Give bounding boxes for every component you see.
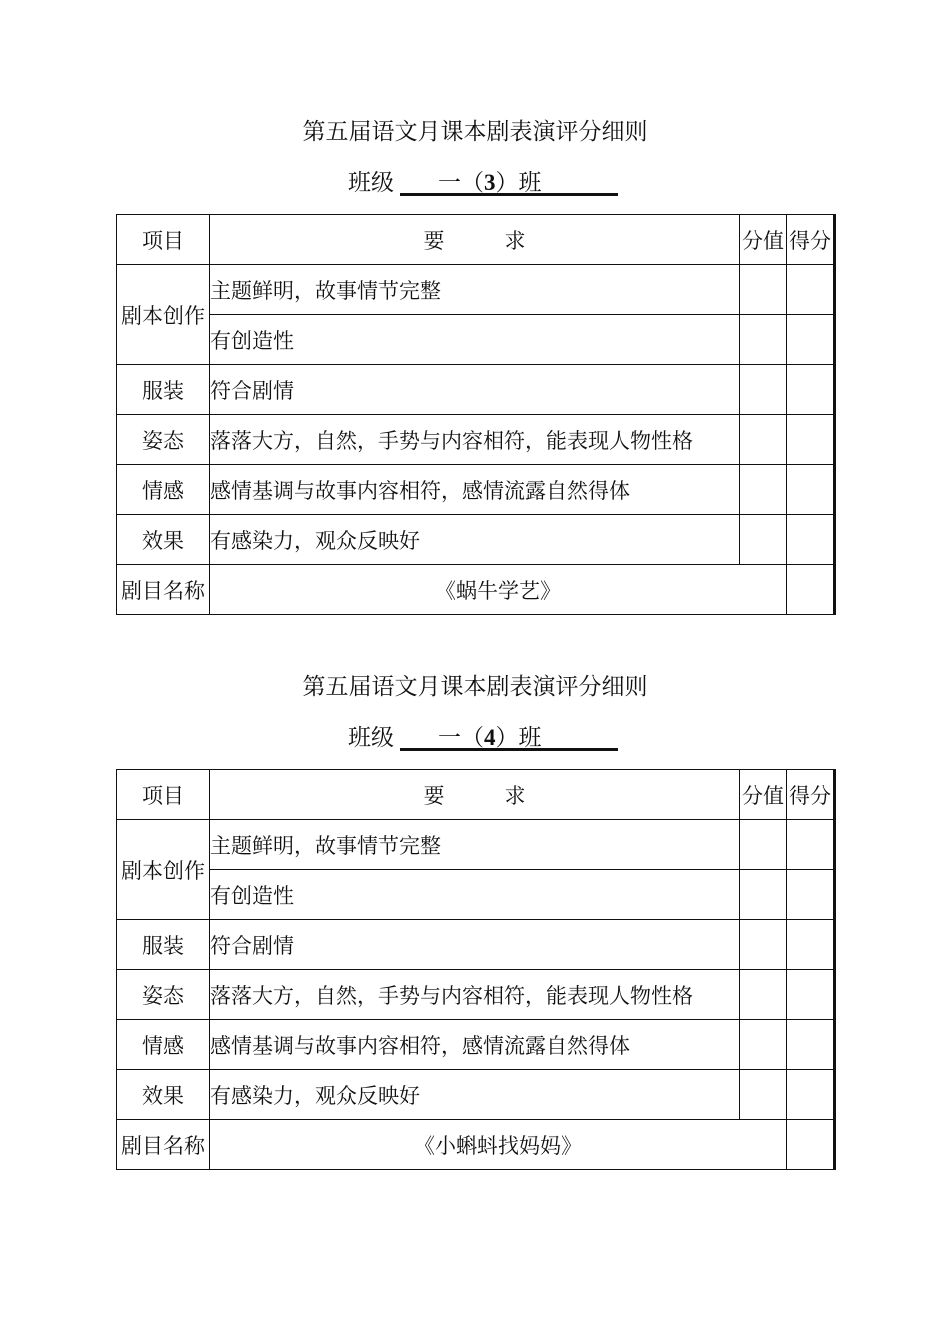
requirement-cell: 落落大方，自然，手势与内容相符，能表现人物性格 (210, 970, 740, 1020)
form-1-title: 第五届语文月课本剧表演评分细则 (302, 119, 648, 145)
requirement-cell: 有感染力，观众反映好 (210, 1070, 740, 1120)
item-cell: 姿态 (117, 970, 210, 1020)
play-label: 剧目名称 (117, 565, 210, 615)
score-cell[interactable] (787, 265, 835, 315)
requirement-cell: 符合剧情 (210, 920, 740, 970)
form-2-title: 第五届语文月课本剧表演评分细则 (302, 674, 648, 700)
play-score-cell[interactable] (787, 1120, 835, 1170)
header-score: 得分 (787, 215, 835, 265)
header-requirement: 要 求 (210, 215, 740, 265)
requirement-cell: 主题鲜明，故事情节完整 (210, 820, 740, 870)
class-field[interactable]: 一（4）班 (400, 723, 618, 751)
requirement-cell: 有创造性 (210, 315, 740, 365)
item-cell: 姿态 (117, 415, 210, 465)
points-cell[interactable] (740, 415, 787, 465)
item-cell: 情感 (117, 1020, 210, 1070)
class-label: 班级 (348, 725, 394, 751)
score-cell[interactable] (787, 515, 835, 565)
requirement-cell: 感情基调与故事内容相符，感情流露自然得体 (210, 465, 740, 515)
score-cell[interactable] (787, 415, 835, 465)
table-row (117, 970, 835, 1020)
score-cell[interactable] (787, 365, 835, 415)
form-2-score-table (116, 769, 836, 1170)
score-cell[interactable] (787, 970, 835, 1020)
points-cell[interactable] (740, 515, 787, 565)
points-cell[interactable] (740, 1070, 787, 1120)
points-cell[interactable] (740, 970, 787, 1020)
item-cell: 服装 (117, 920, 210, 970)
item-cell: 剧本创作 (117, 265, 210, 365)
item-cell: 剧本创作 (117, 820, 210, 920)
table-row (117, 415, 835, 465)
item-cell: 服装 (117, 365, 210, 415)
table-row (117, 315, 835, 365)
requirement-cell: 落落大方，自然，手势与内容相符，能表现人物性格 (210, 415, 740, 465)
form-1-class-line (0, 168, 950, 198)
table-row (117, 515, 835, 565)
header-score: 得分 (787, 770, 835, 820)
play-label: 剧目名称 (117, 1120, 210, 1170)
class-number: 4 (484, 725, 496, 750)
table-row (117, 1020, 835, 1070)
table-header-row (117, 770, 835, 820)
points-cell[interactable] (740, 315, 787, 365)
header-requirement: 要 求 (210, 770, 740, 820)
item-cell: 情感 (117, 465, 210, 515)
table-row (117, 820, 835, 870)
score-cell[interactable] (787, 315, 835, 365)
class-number: 3 (484, 170, 496, 195)
table-row (117, 265, 835, 315)
header-item: 项目 (117, 215, 210, 265)
table-row (117, 1070, 835, 1120)
play-name: 《蜗牛学艺》 (210, 565, 787, 615)
header-item: 项目 (117, 770, 210, 820)
table-row (117, 365, 835, 415)
item-cell: 效果 (117, 515, 210, 565)
requirement-cell: 感情基调与故事内容相符，感情流露自然得体 (210, 1020, 740, 1070)
play-name: 《小蝌蚪找妈妈》 (210, 1120, 787, 1170)
class-field[interactable]: 一（3）班 (400, 168, 618, 196)
table-row (117, 920, 835, 970)
score-cell[interactable] (787, 1070, 835, 1120)
header-points: 分值 (740, 215, 787, 265)
table-row (117, 465, 835, 515)
points-cell[interactable] (740, 465, 787, 515)
score-cell[interactable] (787, 920, 835, 970)
play-name-row (117, 1120, 835, 1170)
requirement-cell: 有感染力，观众反映好 (210, 515, 740, 565)
requirement-cell: 有创造性 (210, 870, 740, 920)
table-row (117, 870, 835, 920)
class-label: 班级 (348, 170, 394, 196)
points-cell[interactable] (740, 1020, 787, 1070)
score-cell[interactable] (787, 465, 835, 515)
item-cell: 效果 (117, 1070, 210, 1120)
form-2-class-line (0, 723, 950, 753)
points-cell[interactable] (740, 920, 787, 970)
score-cell[interactable] (787, 870, 835, 920)
requirement-cell: 主题鲜明，故事情节完整 (210, 265, 740, 315)
table-header-row (117, 215, 835, 265)
play-name-row (117, 565, 835, 615)
play-score-cell[interactable] (787, 565, 835, 615)
points-cell[interactable] (740, 265, 787, 315)
points-cell[interactable] (740, 365, 787, 415)
points-cell[interactable] (740, 870, 787, 920)
score-cell[interactable] (787, 820, 835, 870)
requirement-cell: 符合剧情 (210, 365, 740, 415)
score-cell[interactable] (787, 1020, 835, 1070)
form-1-score-table (116, 214, 836, 615)
points-cell[interactable] (740, 820, 787, 870)
header-points: 分值 (740, 770, 787, 820)
